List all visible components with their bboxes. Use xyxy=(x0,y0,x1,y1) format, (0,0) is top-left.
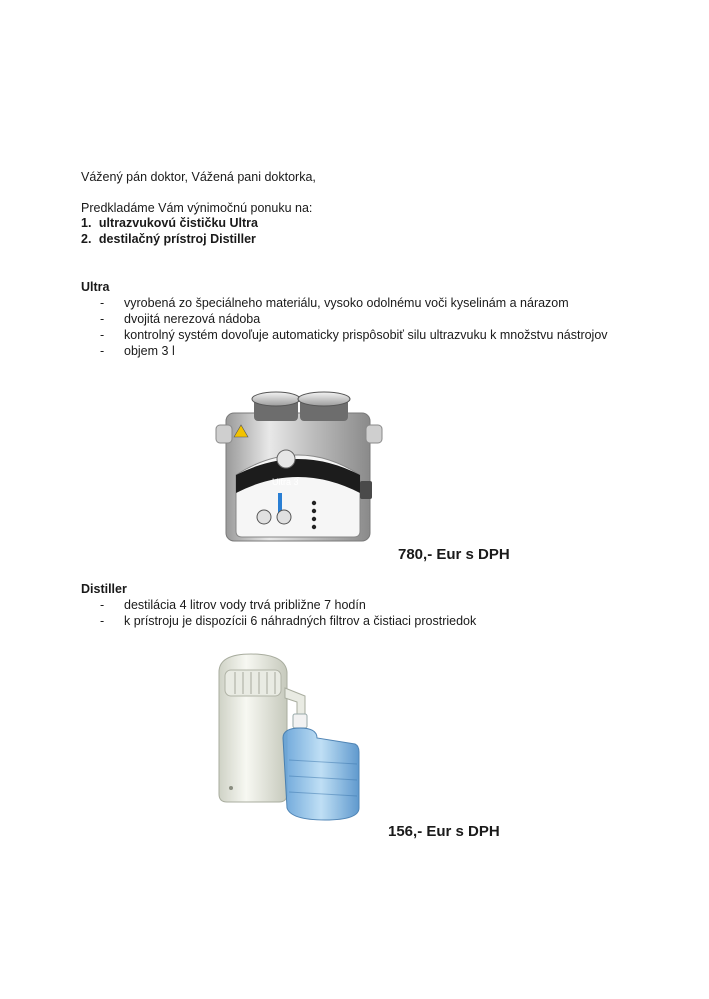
bullet-text: objem 3 l xyxy=(124,344,175,358)
distiller-image xyxy=(205,648,367,828)
bullet-text: dvojitá nerezová nádoba xyxy=(124,312,261,326)
bullet-text: k prístroju je dispozícii 6 náhradných filtrov a čistiaci prostriedok xyxy=(124,614,477,628)
ultra-price: 780,- Eur s DPH xyxy=(398,546,510,563)
distiller-price: 156,- Eur s DPH xyxy=(388,823,500,840)
offer-text: destilačný prístroj Distiller xyxy=(98,232,256,246)
greeting: Vážený pán doktor, Vážená pani doktorka, xyxy=(81,170,316,184)
offer-item-1 xyxy=(81,215,258,231)
offer-number: 2. xyxy=(81,232,92,246)
intro-text: Predkladáme Vám výnimočnú ponuku na: xyxy=(81,201,313,215)
offer-item-2 xyxy=(81,231,256,247)
bullet-text: vyrobená zo špeciálneho materiálu, vysoko odolnému voči kyselinám a nárazom xyxy=(124,296,569,310)
offer-number: 1. xyxy=(81,216,92,230)
ultra-cleaner-image xyxy=(214,385,384,547)
bullet-text: kontrolný systém dovoľuje automaticky prispôsobiť silu ultrazvuku k množstvu nástrojov xyxy=(124,328,608,342)
offer-text: ultrazvukovú čističku Ultra xyxy=(98,216,258,230)
ultra-label: Ultra 3 xyxy=(272,477,299,487)
ultra-heading: Ultra xyxy=(81,280,110,294)
bullet-text: destilácia 4 litrov vody trvá približne 7 hodín xyxy=(124,598,366,612)
distiller-heading: Distiller xyxy=(81,582,127,596)
